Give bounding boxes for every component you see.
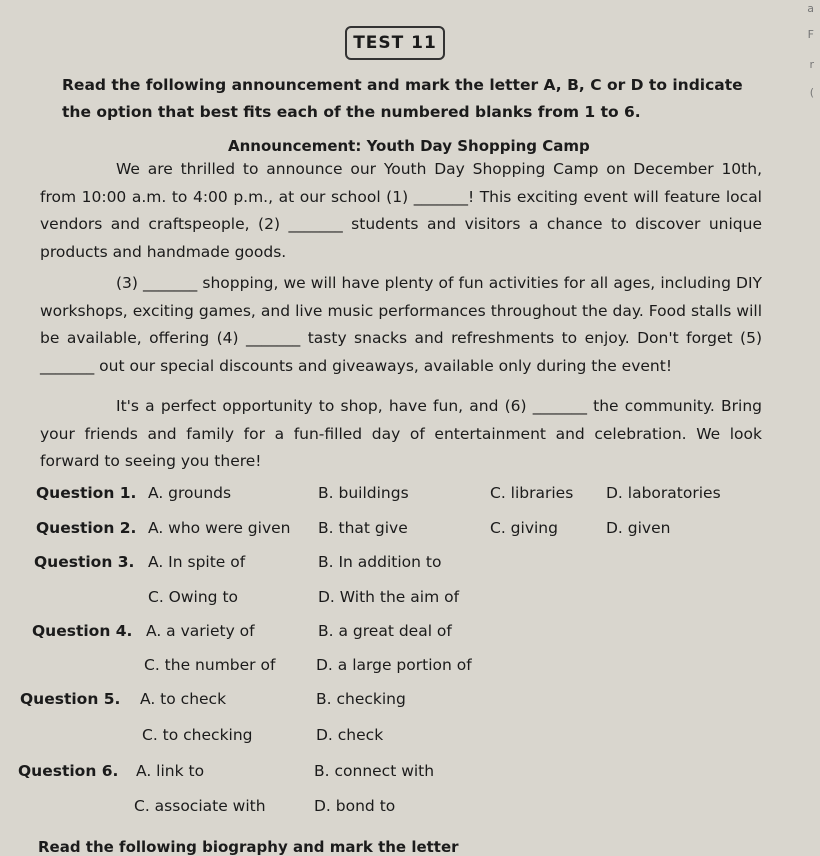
- question-4-option-c[interactable]: C. the number of: [144, 656, 276, 674]
- test-title: TEST 11: [345, 26, 445, 60]
- question-2-option-b[interactable]: B. that give: [318, 519, 408, 537]
- question-1-option-d[interactable]: D. laboratories: [606, 484, 721, 502]
- question-2-option-c[interactable]: C. giving: [490, 519, 558, 537]
- question-2-option-d[interactable]: D. given: [606, 519, 671, 537]
- question-4-label: Question 4.: [32, 622, 133, 640]
- instructions: Read the following announcement and mark the letter A, B, C or D to indicate the option that best fits each of the numbered blanks from 1 to 6.: [62, 76, 743, 121]
- question-5-label: Question 5.: [20, 690, 121, 708]
- question-6-option-c[interactable]: C. associate with: [134, 797, 266, 815]
- paragraph-2: (3) _______ shopping, we will have plenty of fun activities for all ages, including DIY workshops, exciting games, and live music performances throughout the day. Food stalls will be available, offering (4) _______ tasty snacks and refreshments to enjoy. Don't forget (5) _______ out our special discounts and giveaways, available only during the event!: [40, 274, 762, 375]
- question-5-option-b[interactable]: B. checking: [316, 690, 406, 708]
- question-5-option-a[interactable]: A. to check: [140, 690, 227, 708]
- question-1-option-c[interactable]: C. libraries: [490, 484, 574, 502]
- question-1-option-a[interactable]: A. grounds: [148, 484, 232, 502]
- question-4-option-a[interactable]: A. a variety of: [146, 622, 255, 640]
- question-4-option-b[interactable]: B. a great deal of: [318, 622, 452, 640]
- question-3-option-c[interactable]: C. Owing to: [148, 588, 239, 606]
- question-5-option-d[interactable]: D. check: [316, 726, 384, 744]
- corner-mark-2: F: [807, 28, 814, 41]
- question-3-option-b[interactable]: B. In addition to: [318, 553, 442, 571]
- question-5-option-c[interactable]: C. to checking: [142, 726, 253, 744]
- question-1-option-b[interactable]: B. buildings: [318, 484, 409, 502]
- question-6-option-b[interactable]: B. connect with: [314, 762, 435, 780]
- paragraph-1: We are thrilled to announce our Youth Day Shopping Camp on December 10th, from 10:00 a.m. to 4:00 p.m., at our school (1) _______! This exciting event will feature local vendors and craftspeople, (2) _______ students and visitors a chance to discover unique products and handmade goods.: [40, 160, 762, 261]
- question-4-option-d[interactable]: D. a large portion of: [316, 656, 472, 674]
- question-1-label: Question 1.: [36, 484, 137, 502]
- corner-mark-3: r: [809, 58, 814, 71]
- question-3-option-a[interactable]: A. In spite of: [148, 553, 246, 571]
- paragraph-3: It's a perfect opportunity to shop, have fun, and (6) _______ the community. Bring your friends and family for a fun-filled day of entertainment and celebration. We look forward to seeing you there!: [40, 397, 762, 470]
- question-2-label: Question 2.: [36, 519, 137, 537]
- question-3-label: Question 3.: [34, 553, 135, 571]
- question-6-option-d[interactable]: D. bond to: [314, 797, 396, 815]
- corner-mark-4: (: [809, 86, 814, 99]
- question-6-label: Question 6.: [18, 762, 119, 780]
- question-6-option-a[interactable]: A. link to: [136, 762, 205, 780]
- question-2-option-a[interactable]: A. who were given: [148, 519, 291, 537]
- next-section-heading: Read the following biography and mark the letter: [38, 838, 459, 856]
- corner-mark-1: a: [807, 2, 814, 15]
- announcement-title: Announcement: Youth Day Shopping Camp: [228, 137, 590, 155]
- question-3-option-d[interactable]: D. With the aim of: [318, 588, 460, 606]
